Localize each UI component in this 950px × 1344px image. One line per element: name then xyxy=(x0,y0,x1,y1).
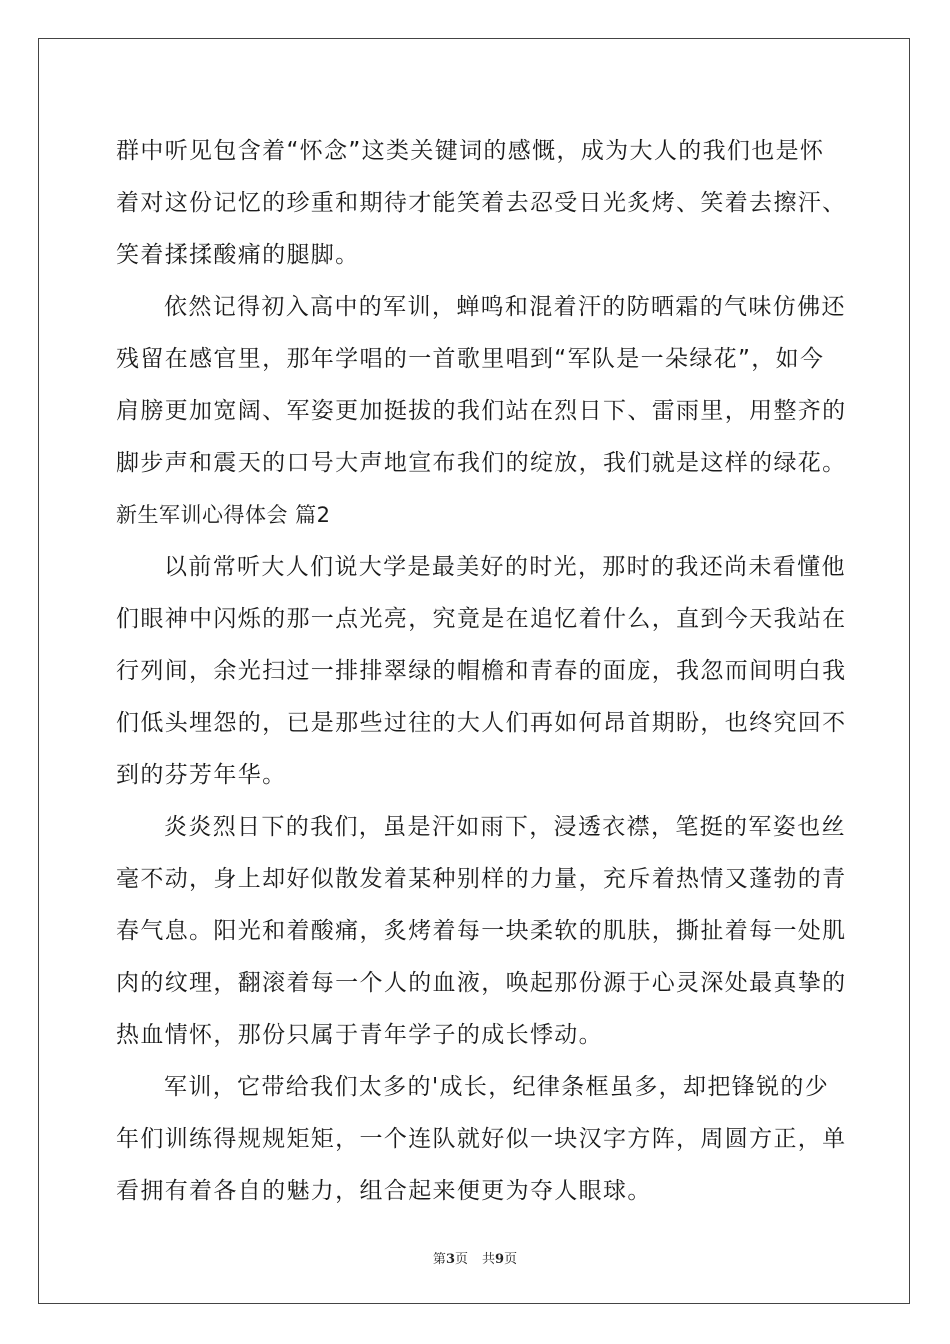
document-body xyxy=(116,125,847,1217)
text-line: 热血情怀，那份只属于青年学子的成长悸动。 xyxy=(116,1022,603,1048)
paragraph xyxy=(116,125,847,281)
page-suffix: 页 xyxy=(454,1252,468,1267)
text-line: 们低头埋怨的，已是那些过往的大人们再如何昂首期盼，也终究回不 xyxy=(116,710,847,736)
text-line: 毫不动，身上却好似散发着某种别样的力量，充斥着热情又蓬勃的青 xyxy=(116,866,847,892)
total-pages xyxy=(482,1252,517,1267)
total-suffix: 页 xyxy=(504,1252,518,1267)
text-line: 肉的纹理，翻滚着每一个人的血液，唤起那份源于心灵深处最真挚的 xyxy=(116,970,847,996)
text-line: 到的芬芳年华。 xyxy=(116,762,287,788)
text-line: 脚步声和震天的口号大声地宣布我们的绽放，我们就是这样的绿花。 xyxy=(116,450,847,476)
paragraph xyxy=(116,281,847,489)
text-line: 笑着揉揉酸痛的腿脚。 xyxy=(116,242,360,268)
text-line: 行列间，余光扫过一排排翠绿的帽檐和青春的面庞，我忽而间明白我 xyxy=(116,658,847,684)
current-page: 3 xyxy=(445,1252,455,1267)
paragraph xyxy=(116,541,847,801)
page-prefix: 第 xyxy=(432,1252,446,1267)
text-line: 春气息。阳光和着酸痛，炙烤着每一块柔软的肌肤，撕扯着每一处肌 xyxy=(116,918,847,944)
paragraph xyxy=(116,1061,847,1217)
paragraph xyxy=(116,801,847,1061)
page-number xyxy=(433,1252,468,1267)
text-line: 看拥有着各自的魅力，组合起来便更为夺人眼球。 xyxy=(116,1178,652,1204)
section-heading: 新生军训心得体会 篇2 xyxy=(116,503,331,527)
text-line: 以前常听大人们说大学是最美好的时光，那时的我还尚未看懂他 xyxy=(164,554,846,580)
text-line: 炎炎烈日下的我们，虽是汗如雨下，浸透衣襟，笔挺的军姿也丝 xyxy=(164,814,846,840)
text-line: 着对这份记忆的珍重和期待才能笑着去忍受日光炙烤、笑着去擦汗、 xyxy=(116,190,847,216)
total-count: 9 xyxy=(495,1252,505,1267)
text-line: 年们训练得规规矩矩，一个连队就好似一块汉字方阵，周圆方正，单 xyxy=(116,1126,847,1152)
text-line: 们眼神中闪烁的那一点光亮，究竟是在追忆着什么，直到今天我站在 xyxy=(116,606,847,632)
text-line: 肩膀更加宽阔、军姿更加挺拔的我们站在烈日下、雷雨里，用整齐的 xyxy=(116,398,847,424)
text-line: 残留在感官里，那年学唱的一首歌里唱到“军队是一朵绿花”，如今 xyxy=(116,346,825,372)
text-line: 群中听见包含着“怀念”这类关键词的感慨，成为大人的我们也是怀 xyxy=(116,138,825,164)
page-footer xyxy=(0,1248,950,1267)
total-prefix: 共 xyxy=(482,1252,496,1267)
text-line: 军训，它带给我们太多的'成长，纪律条框虽多，却把锋锐的少 xyxy=(164,1074,830,1100)
text-line: 依然记得初入高中的军训，蝉鸣和混着汗的防晒霜的气味仿佛还 xyxy=(164,294,846,320)
